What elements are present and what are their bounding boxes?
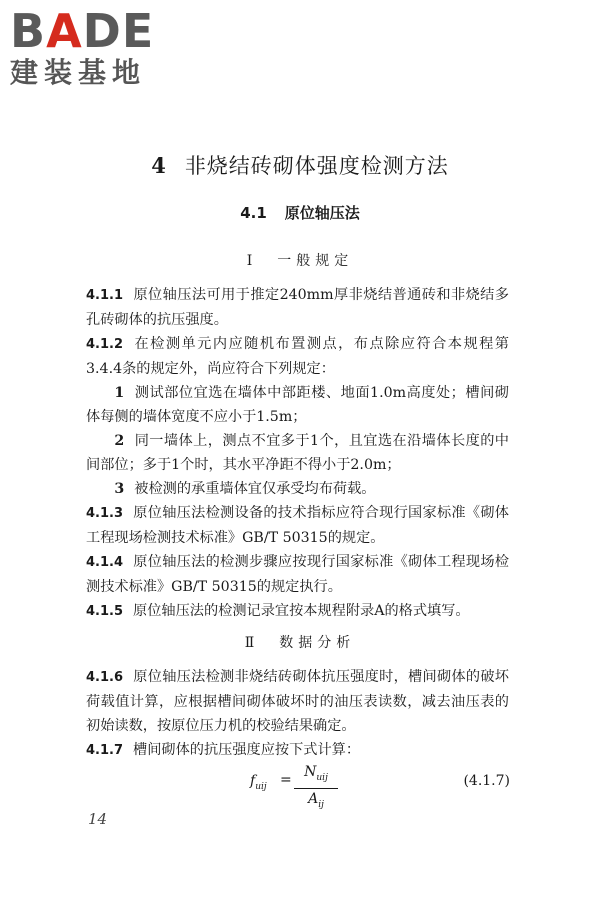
formula-denominator: $A_{ij}$ [308,790,324,810]
page-number: 14 [88,810,108,828]
part-heading-data-analysis: Ⅱ 数据分析 [244,635,356,651]
clause-paragraph: 4.1.2 在检测单元内应随机布置测点，布点除应符合本规程第3.4.4条的规定外，尚应符合下列规定： [86,336,509,377]
list-item: 3 被检测的承重墙体宜仅承受均布荷载。 [114,481,376,497]
clause-paragraph: 4.1.1 原位轴压法可用于推定240mm厚非烧结普通砖和非烧结多孔砖砌体的抗压强度。 [86,287,509,328]
list-item: 1 测试部位宜选在墙体中部距楼、地面1.0m高度处；槽间砌体每侧的墙体宽度不应小于1.5m； [86,385,509,425]
formula-numerator: $N_{uij}$ [294,762,338,789]
clause-paragraph: 4.1.5 原位轴压法的检测记录宜按本规程附录A的格式填写。 [86,603,470,619]
clauses-analysis [86,665,509,763]
formula [250,762,510,810]
chapter-title: 4 非烧结砖砌体强度检测方法 [151,153,449,178]
clause-paragraph: 4.1.3 原位轴压法检测设备的技术指标应符合现行国家标准《砌体工程现场检测技术标准》GB/T 50315的规定。 [86,505,509,546]
clause-paragraph: 4.1.4 原位轴压法的检测步骤应按现行国家标准《砌体工程现场检测技术标准》GB/T 50315的规定执行。 [86,554,509,595]
formula-number: (4.1.7) [463,773,510,789]
logo [10,6,180,90]
formula-lhs: $f_{uij}$ [250,773,267,792]
logo-wordmark: BADE [10,4,155,58]
formula-equals: = [280,772,292,788]
clause-paragraph: 4.1.6 原位轴压法检测非烧结砖砌体抗压强度时，槽间砌体的破坏荷载值计算，应根据槽间砌体破坏时的油压表读数，减去油压表的初始读数，按原位压力机的校验结果确定。 [86,669,509,734]
logo-subtitle: 建装基地 [10,56,147,89]
section-title: 4.1 原位轴压法 [240,204,360,222]
clause-paragraph: 4.1.7 槽间砌体的抗压强度应按下式计算： [86,742,361,758]
clauses-general [86,283,509,624]
list-item: 2 同一墙体上，测点不宜多于1个，且宜选在沿墙体长度的中间部位；多于1个时，其水平净距不得小于2.0m； [86,433,509,473]
part-heading-general: Ⅰ 一般规定 [246,253,354,269]
formula-fraction [294,762,338,815]
